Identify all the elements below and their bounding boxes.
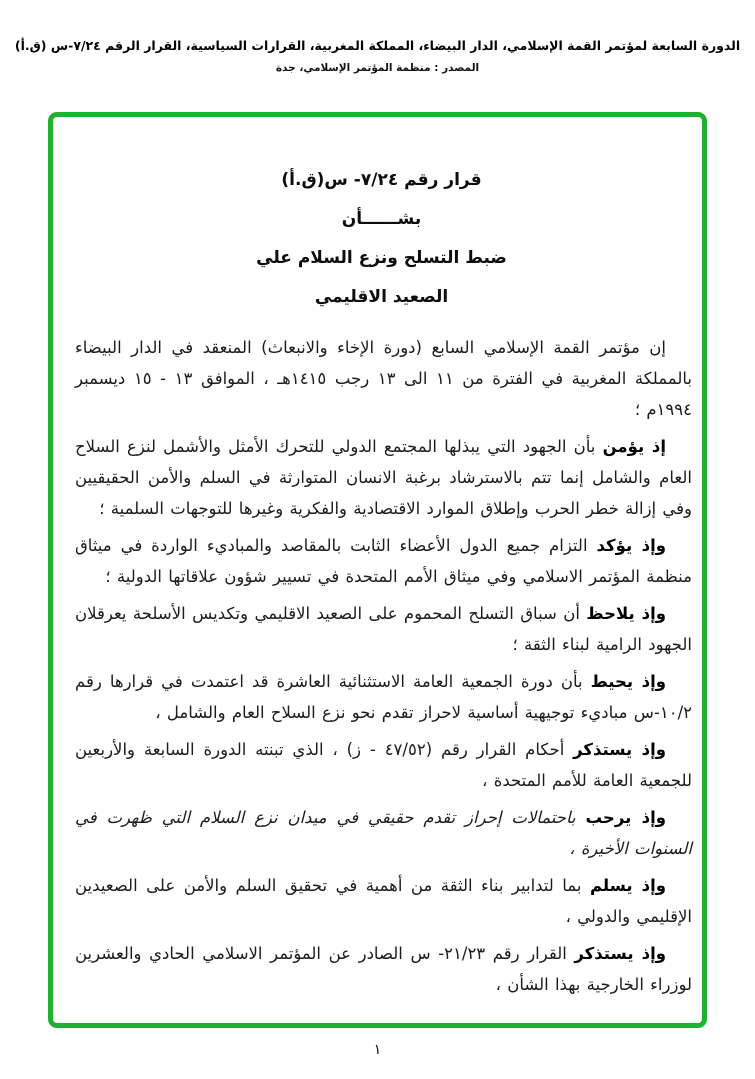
- preamble-paragraph: وإذ يلاحظ أن سباق التسلح المحموم على الصعيد الاقليمي وتكديس الأسلحة يعرقلان الجهود الرامية لبناء الثقة ؛: [75, 604, 692, 654]
- preamble-paragraph: وإذ يسلم بما لتدابير بناء الثقة من أهمية في تحقيق السلم والأمن على الصعيدين الإقليمي والدولي ،: [75, 876, 692, 926]
- header-source-line: المصدر : منظمة المؤتمر الإسلامي، جدة: [275, 62, 480, 74]
- document-source-header: [0, 36, 755, 74]
- preamble-paragraph: وإذ يستذكر أحكام القرار رقم (٤٧/٥٢ - ز) ، الذي تبنته الدورة السابعة والأربعين للجمعية العامة للأمم المتحدة ،: [75, 740, 692, 790]
- preamble-paragraph: وإذ يرحب باحتمالات إحراز تقدم حقيقي في ميدان نزع السلام التي ظهرت في السنوات الأخيرة ،: [75, 808, 692, 858]
- title-subject-line2: الصعيد الاقليمي: [314, 287, 449, 307]
- header-citation-line: الدورة السابعة لمؤتمر القمة الإسلامي، الدار البيضاء، المملكة المغربية، القرارات السياسية، القرار الرقم ٧/٢٤-س (ق.أ): [14, 38, 741, 53]
- resolution-title: [71, 161, 692, 317]
- preamble-paragraph: إن مؤتمر القمة الإسلامي السابع (دورة الإخاء والانبعاث) المنعقد في الدار البيضاء بالمملكة المغربية في الفترة من ١١ الى ١٣ رجب ١٤١٥هـ ، الموافق ١٣ - ١٥ ديسمبر ١٩٩٤م ؛: [75, 338, 692, 419]
- preamble-paragraph: وإذ يستذكر القرار رقم ٢١/٢٣- س الصادر عن المؤتمر الاسلامي الحادي والعشرين لوزراء الخارجية بهذا الشأن ،: [75, 944, 692, 994]
- preamble-paragraph: وإذ يحيط بأن دورة الجمعية العامة الاستثنائية العاشرة قد اعتمدت في قرارها رقم ١٠/٢-س مباديء توجيهية أساسية لاحراز تقدم نحو نزع السلاح العام والشامل ،: [75, 672, 692, 722]
- page-number: ١: [373, 1042, 382, 1058]
- document-content: [53, 117, 702, 1000]
- preamble-paragraph: وإذ يؤكد التزام جميع الدول الأعضاء الثابت بالمقاصد والمباديء الواردة في ميثاق منظمة المؤتمر الاسلامي وفي ميثاق الأمم المتحدة في تسيير شؤون علاقاتها الدولية ؛: [75, 536, 692, 586]
- title-concerning: بشــــــأن: [341, 209, 422, 229]
- green-border-frame: [48, 112, 707, 1028]
- preamble-paragraph: إذ يؤمن بأن الجهود التي يبذلها المجتمع الدولي للتحرك الأمثل والأشمل لنزع السلاح العام والشامل إنما تتم بالاسترشاد برغبة الانسان المتوارثة في السلم والأمن الحقيقيين وفي إزالة خطر الحرب وإطلاق الموارد الاقتصادية والفكرية وغيرها للتوجهات السلمية ؛: [75, 437, 692, 518]
- title-resolution-number: قرار رقم ٧/٢٤- س(ق.أ): [281, 170, 482, 190]
- title-subject-line1: ضبط التسلح ونزع السلام علي: [256, 248, 507, 268]
- resolution-preamble: [71, 332, 692, 1000]
